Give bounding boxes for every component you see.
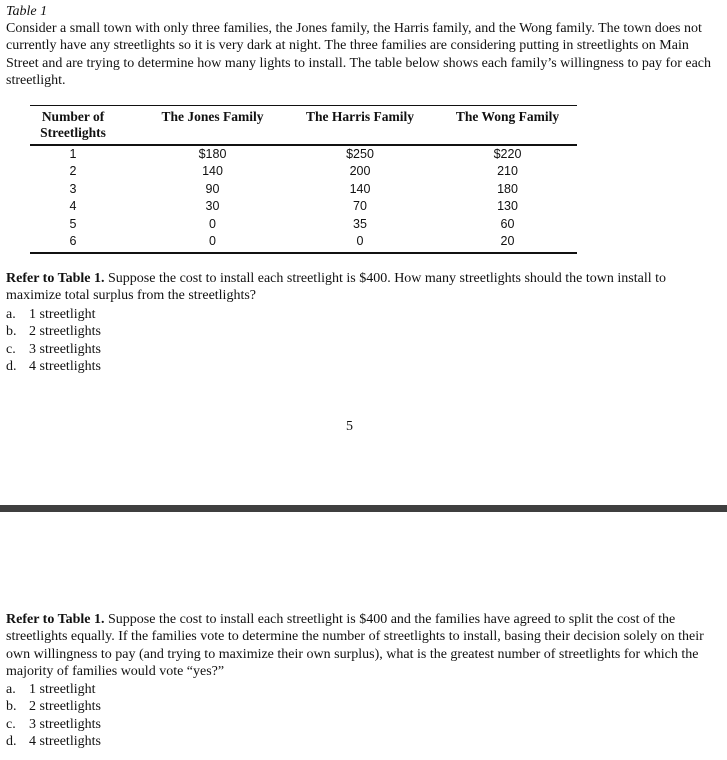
table-cell: 35 — [353, 216, 367, 231]
table-cell: 4 — [69, 199, 77, 214]
table-title: Table 1 — [6, 4, 48, 19]
intro-paragraph: Consider a small town with only three families, the Jones family, the Harris family, and the Wong family. The town does not currently have any streetlights so it is very dark at night. The three families are considering putting in streetlights on Main Street and are trying to determine how many lights to install. The table below shows each family’s willingness to pay for each streetlight. — [6, 21, 712, 88]
table-cell: 0 — [209, 234, 216, 248]
table-cell: 60 — [500, 216, 515, 231]
table-cell: $250 — [346, 147, 374, 161]
answer-option — [6, 733, 101, 750]
table-top-rule — [30, 105, 577, 106]
answer-option — [6, 341, 101, 358]
option-letter: a. — [6, 682, 16, 697]
table-cell: 140 — [202, 164, 223, 179]
table-cell: 70 — [353, 199, 367, 214]
answer-option — [6, 306, 101, 323]
option-letter: c. — [6, 716, 16, 732]
answer-option — [6, 698, 101, 715]
table-cell: $220 — [493, 147, 522, 161]
table-cell: 30 — [205, 199, 220, 214]
question-2-lead: Refer to Table 1. — [6, 612, 105, 627]
question-1-lead: Refer to Table 1. — [6, 271, 105, 286]
option-text: 4 streetlights — [29, 358, 101, 374]
table-cell: 1 — [69, 147, 77, 161]
header-jones-family: The Jones Family — [161, 109, 264, 124]
option-text: 2 streetlights — [29, 324, 101, 340]
header-harris-family: The Harris Family — [306, 109, 414, 124]
question-2-options — [6, 681, 101, 750]
table-cell: 6 — [69, 234, 77, 248]
table-cell: $180 — [198, 147, 227, 161]
table-cell: 20 — [500, 234, 515, 248]
option-letter: c. — [6, 341, 16, 357]
table-cell: 90 — [205, 181, 220, 196]
option-text: 1 streetlight — [29, 682, 96, 697]
option-letter: d. — [6, 358, 17, 374]
table-cell: 140 — [349, 181, 371, 196]
answer-option — [6, 323, 101, 340]
table-cell: 130 — [497, 199, 518, 214]
answer-option — [6, 358, 101, 375]
question-2-text: Suppose the cost to install each streetlight is $400 and the families have agreed to split the cost of the streetlights equally. If the families vote to determine the number of streetlights to install, basing their decision solely on their own willingness to pay (and trying to maximize their own surplus), what is the greatest number of streetlights for which the majority of families would vote “yes?” — [6, 612, 704, 679]
header-wong-family: The Wong Family — [455, 109, 560, 124]
table-bottom-rule — [30, 252, 577, 254]
option-text: 3 streetlights — [29, 341, 101, 357]
page-number: 5 — [346, 419, 353, 434]
option-text: 2 streetlights — [29, 699, 101, 715]
option-letter: b. — [6, 324, 17, 340]
table-cell: 210 — [497, 164, 518, 179]
question-1 — [6, 270, 706, 305]
question-2 — [6, 611, 706, 680]
answer-option — [6, 681, 101, 698]
table-cell: 0 — [209, 216, 216, 231]
option-text: 4 streetlights — [29, 733, 101, 749]
table-cell: 200 — [349, 164, 371, 179]
question-1-options — [6, 306, 101, 375]
table-cell: 2 — [69, 164, 77, 179]
option-letter: d. — [6, 733, 17, 749]
table-cell: 5 — [69, 216, 77, 231]
header-number-of-streetlights: Number of Streetlights — [40, 109, 106, 140]
answer-option — [6, 716, 101, 733]
table-cell: 180 — [497, 181, 518, 196]
page-divider — [0, 505, 727, 512]
option-text: 1 streetlight — [29, 307, 96, 322]
option-letter: b. — [6, 699, 17, 715]
table-cell: 3 — [69, 181, 77, 196]
question-1-text: Suppose the cost to install each streetlight is $400. How many streetlights should the town install to maximize total surplus from the streetlights? — [6, 271, 667, 304]
option-letter: a. — [6, 307, 16, 322]
option-text: 3 streetlights — [29, 716, 101, 732]
table-cell: 0 — [356, 234, 364, 248]
